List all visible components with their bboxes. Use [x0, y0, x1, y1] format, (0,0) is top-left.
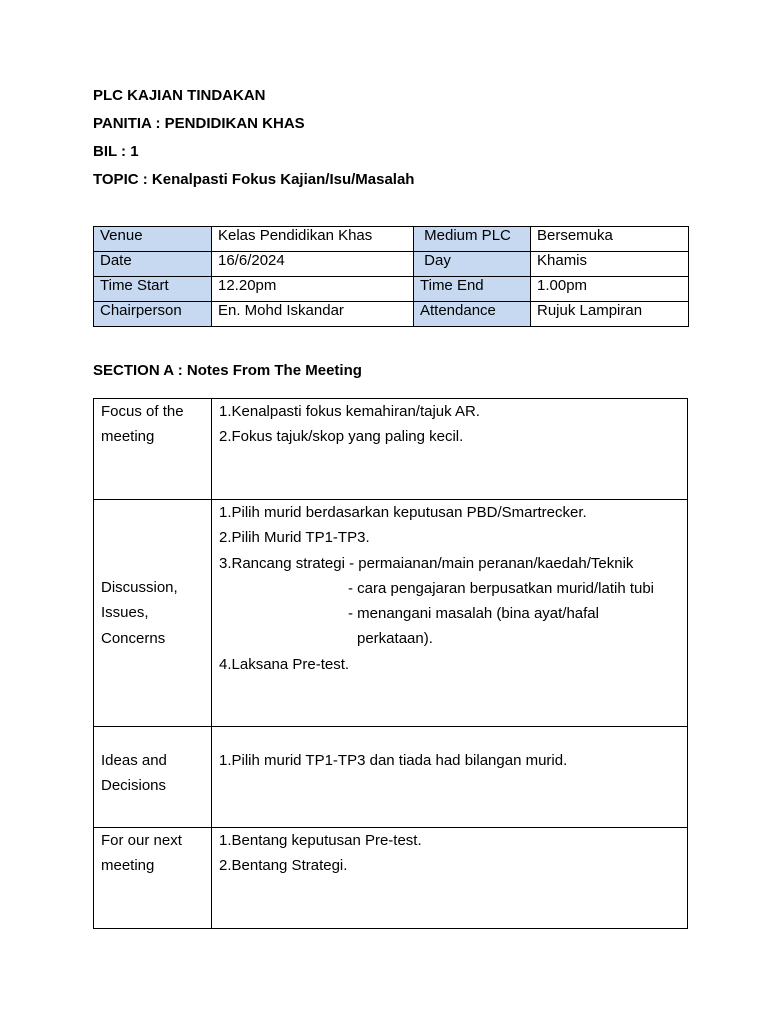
topic-heading: TOPIC : Kenalpasti Fokus Kajian/Isu/Masalah [93, 171, 415, 188]
attendance-label: Attendance [414, 302, 531, 327]
list-subitem: perkataan). [357, 630, 433, 648]
list-item: 2.Bentang Strategi. [219, 857, 348, 875]
document-title: PLC KAJIAN TINDAKAN [93, 87, 266, 104]
venue-label: Venue [94, 227, 212, 252]
focus-label-line: Focus of the [101, 403, 184, 420]
focus-row [94, 399, 688, 500]
focus-label [94, 399, 212, 500]
list-item: 2.Pilih Murid TP1-TP3. [219, 529, 370, 547]
attendance-value: Rujuk Lampiran [531, 302, 689, 327]
time-end-value: 1.00pm [531, 277, 689, 302]
focus-content [212, 399, 688, 500]
list-item: 4.Laksana Pre-test. [219, 655, 350, 673]
date-label: Date [94, 252, 212, 277]
section-a-title: SECTION A : Notes From The Meeting [93, 362, 362, 379]
discussion-label-line: Concerns [101, 629, 166, 647]
list-subitem: - menangani masalah (bina ayat/hafal [348, 605, 599, 623]
table-row [94, 227, 689, 252]
next-meeting-label [94, 828, 212, 929]
time-start-value: 12.20pm [212, 277, 414, 302]
chairperson-label: Chairperson [94, 302, 212, 327]
next-meeting-label-line: For our next [101, 832, 182, 849]
day-label: Day [414, 252, 531, 277]
panitia-heading: PANITIA : PENDIDIKAN KHAS [93, 115, 305, 132]
next-meeting-row [94, 828, 688, 929]
bil-heading: BIL : 1 [93, 143, 139, 160]
discussion-label-line: Issues, [101, 604, 149, 622]
focus-label-line: meeting [101, 428, 155, 446]
time-start-label: Time Start [94, 277, 212, 302]
ideas-content [212, 727, 688, 828]
time-end-label: Time End [414, 277, 531, 302]
medium-value: Bersemuka [531, 227, 689, 252]
ideas-label-line: Decisions [101, 777, 167, 795]
list-item: 1.Pilih murid TP1-TP3 dan tiada had bilangan murid. [219, 752, 568, 769]
chairperson-value: En. Mohd Iskandar [212, 302, 414, 327]
list-subitem: - cara pengajaran berpusatkan murid/latih tubi [348, 579, 655, 597]
table-row [94, 302, 689, 327]
table-row [94, 277, 689, 302]
medium-label: Medium PLC [414, 227, 531, 252]
venue-value: Kelas Pendidikan Khas [212, 227, 414, 252]
list-item: 3.Rancang strategi - permaianan/main peranan/kaedah/Teknik [219, 554, 634, 572]
meeting-notes-table [93, 398, 688, 929]
list-item: 1.Pilih murid berdasarkan keputusan PBD/Smartrecker. [219, 504, 587, 521]
discussion-label [94, 500, 212, 727]
ideas-row [94, 727, 688, 828]
ideas-label-line: Ideas and [101, 752, 167, 769]
date-value: 16/6/2024 [212, 252, 414, 277]
list-item: 2.Fokus tajuk/skop yang paling kecil. [219, 428, 464, 446]
table-row [94, 252, 689, 277]
discussion-row [94, 500, 688, 727]
discussion-content [212, 500, 688, 727]
list-item: 1.Kenalpasti fokus kemahiran/tajuk AR. [219, 403, 480, 420]
day-value: Khamis [531, 252, 689, 277]
ideas-label [94, 727, 212, 828]
discussion-label-line: Discussion, [101, 579, 178, 596]
meeting-info-table [93, 226, 689, 327]
list-item: 1.Bentang keputusan Pre-test. [219, 832, 422, 849]
next-meeting-label-line: meeting [101, 857, 155, 875]
next-meeting-content [212, 828, 688, 929]
